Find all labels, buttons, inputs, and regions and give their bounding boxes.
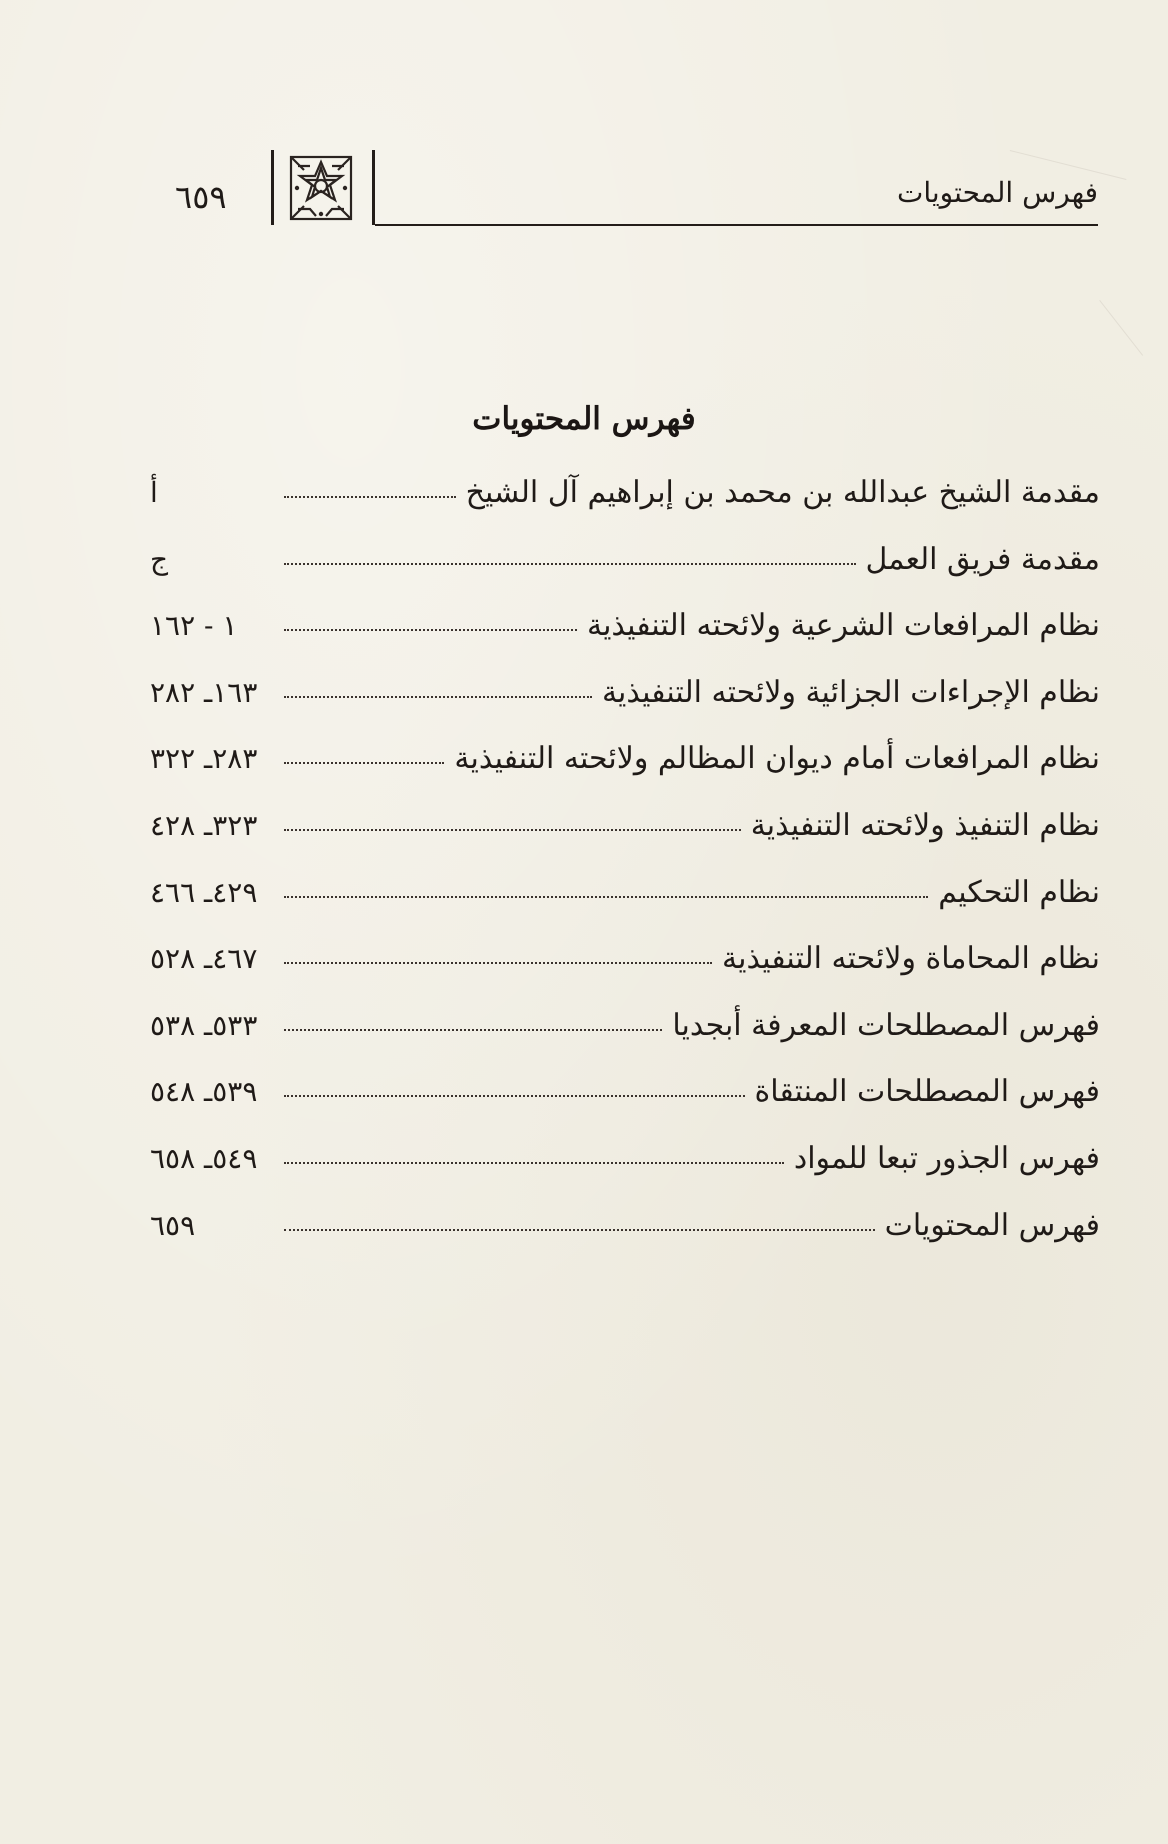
toc-entry-pages: ٥٣٣ـ ٥٣٨ — [150, 1008, 258, 1042]
toc-entry — [150, 542, 1100, 609]
toc-entry-label: فهرس المصطلحات المعرفة أبجديا — [672, 1007, 1100, 1043]
toc-entry — [150, 1008, 1100, 1075]
toc-entry-label: نظام المرافعات الشرعية ولائحته التنفيذية — [587, 608, 1100, 644]
toc-entry-label: مقدمة الشيخ عبدالله بن محمد بن إبراهيم آل الشيخ — [465, 475, 1100, 510]
toc-entry — [150, 875, 1100, 942]
toc-entry — [150, 741, 1100, 808]
toc-entry-label: نظام الإجراءات الجزائية ولائحته التنفيذية — [601, 674, 1100, 710]
toc-entry-pages: ١ - ١٦٢ — [150, 609, 238, 643]
toc-entry-label: مقدمة فريق العمل — [865, 541, 1100, 577]
page-title: فهرس المحتويات — [472, 400, 696, 437]
toc-dot-leader — [284, 496, 456, 498]
header-title: فهرس المحتويات — [897, 176, 1098, 209]
toc-dot-leader — [284, 896, 928, 898]
toc-entry-pages: ١٦٣ـ ٢٨٢ — [150, 675, 258, 709]
toc-entry-pages: ٣٢٣ـ ٤٢٨ — [150, 808, 258, 842]
geometric-star-ornament-icon — [288, 154, 354, 222]
toc-entry — [150, 1141, 1100, 1208]
paper-scratch — [1099, 300, 1143, 356]
toc-entry-pages: ج — [150, 542, 169, 576]
toc-entry-label: نظام المحاماة ولائحته التنفيذية — [722, 941, 1100, 977]
toc-entry — [150, 1208, 1100, 1275]
header-rule — [375, 224, 1098, 226]
toc-dot-leader — [284, 563, 856, 565]
toc-entry — [150, 675, 1100, 742]
toc-entry-pages: ٤٦٧ـ ٥٢٨ — [150, 942, 258, 976]
toc-entry-pages: أ — [150, 476, 158, 509]
toc-entry-label: فهرس الجذور تبعا للمواد — [793, 1140, 1100, 1176]
toc-entry-pages: ٤٢٩ـ ٤٦٦ — [150, 875, 258, 909]
toc-entry — [150, 475, 1100, 542]
header-divider — [372, 150, 375, 225]
header-page-number: ٦٥٩ — [175, 178, 227, 216]
toc-dot-leader — [284, 762, 444, 764]
toc-entry-pages: ٦٥٩ — [150, 1208, 196, 1242]
toc-entry-label: نظام المرافعات أمام ديوان المظالم ولائحته التنفيذية — [454, 741, 1100, 777]
toc-entry — [150, 808, 1100, 875]
toc-dot-leader — [284, 1095, 745, 1097]
toc-dot-leader — [284, 1162, 784, 1164]
toc-dot-leader — [284, 696, 592, 698]
toc-dot-leader — [284, 962, 712, 964]
toc-dot-leader — [284, 1029, 662, 1031]
toc-entry-label: فهرس المحتويات — [884, 1207, 1100, 1243]
toc-entry-pages: ٢٨٣ـ ٣٢٢ — [150, 742, 258, 776]
toc-entry — [150, 1074, 1100, 1141]
toc-entry-label: فهرس المصطلحات المنتقاة — [754, 1074, 1100, 1110]
toc-entry-label: نظام التنفيذ ولائحته التنفيذية — [750, 807, 1100, 843]
toc-entry-pages: ٥٣٩ـ ٥٤٨ — [150, 1075, 258, 1109]
toc-dot-leader — [284, 1229, 875, 1231]
running-header — [165, 150, 1098, 230]
toc-dot-leader — [284, 829, 741, 831]
header-divider — [271, 150, 274, 225]
toc-entry-label: نظام التحكيم — [938, 874, 1100, 910]
toc-entry — [150, 608, 1100, 675]
toc-entry — [150, 941, 1100, 1008]
toc-dot-leader — [284, 629, 577, 631]
toc-entry-pages: ٥٤٩ـ ٦٥٨ — [150, 1141, 258, 1175]
table-of-contents — [150, 475, 1100, 1274]
